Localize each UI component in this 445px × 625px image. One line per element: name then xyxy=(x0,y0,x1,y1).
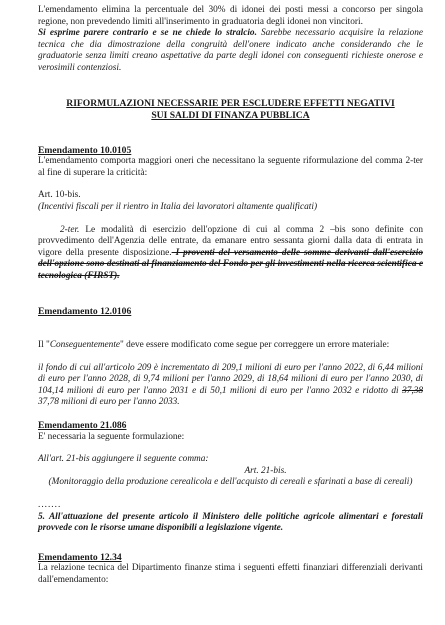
amendment-10-0105-comma xyxy=(38,225,423,283)
comma-label: 2-ter. xyxy=(60,224,80,235)
body-prefix: Il " xyxy=(38,340,50,351)
quote-text-a: il fondo di cui all'articolo 209 è incrementato di 209,1 milioni di euro per l'anno 2022, di 6,44 milioni di euro per l'anno 2028, di 9,74 milioni per l'anno 2029, di 18,64 milioni di euro per l'anno 2030, di 104,14 milioni di euro per l'anno 2031 e di 50,1 milioni di euro per l'anno 2032 e ridotto di xyxy=(38,362,423,396)
opinion-paragraph xyxy=(38,28,423,74)
amendment-21-086-body: E' necessaria la seguente formulazione: xyxy=(38,431,185,442)
amendment-21-086-article: Art. 21-bis. xyxy=(244,465,287,476)
amendment-10-0105-title: Emendamento 10.0105 xyxy=(38,144,132,156)
section-heading-line-2: SUI SALDI DI FINANZA PUBBLICA xyxy=(151,109,310,121)
opinion-text: Sarebbe necessario acquisire la relazione tecnica che dia dimostrazione della congruità dell'onere indicato anche considerando che le graduatorie senza limiti creano aspettative da parte degli idonei con conseguenti richieste onerose e verosimili contenziosi. xyxy=(38,28,423,73)
amendment-10-0105-body: L'emendamento comporta maggiori oneri che necessitano la seguente riformulazione del comma 2-ter al fine di superare la criticità: xyxy=(38,156,423,178)
amendment-12-0106-body xyxy=(38,340,423,352)
ellipsis-dots: ....... xyxy=(38,500,62,511)
amendment-21-086-comma: 5. All'attuazione del presente articolo il Ministero delle politiche agricole alimentari e forestali provvede con le risorse umane disponibili a legislazione vigente. xyxy=(38,511,423,534)
amendment-12-34-body: La relazione tecnica del Dipartimento finanze stima i seguenti effetti finanziari differenziali derivanti dall'emendamento: xyxy=(38,563,423,585)
quote-struck-value: 37,38 xyxy=(402,385,423,396)
amendment-10-0105-article: Art. 10-bis. xyxy=(38,190,81,201)
amendment-21-086-instruction: All'art. 21-bis aggiungere il seguente comma: xyxy=(38,454,209,465)
section-heading-line-1: RIFORMULAZIONI NECESSARIE PER ESCLUDERE EFFETTI NEGATIVI xyxy=(66,97,395,109)
amendment-21-086-title: Emendamento 21.086 xyxy=(38,420,127,432)
amendment-12-0106-title: Emendamento 12.0106 xyxy=(38,305,132,317)
amendment-12-34-title: Emendamento 12.34 xyxy=(38,551,122,563)
opinion-verdict: Si esprime parere contrario e se ne chiede lo stralcio. xyxy=(38,28,257,39)
body-keyword: Conseguentemente xyxy=(49,340,121,351)
body-suffix: " deve essere modificato come segue per correggere un errore materiale: xyxy=(120,340,390,351)
amendment-12-0106-quote xyxy=(38,363,423,409)
struck-text: I proventi del versamento delle somme derivanti dall'esercizio dell'opzione sono destinati al finanziamento del Fondo per gli investimenti nella ricerca scientifica e tecnologica (FIRST). xyxy=(38,247,423,281)
quote-text-b: 37,78 milioni di euro per l'anno 2033. xyxy=(38,397,180,408)
intro-paragraph: L'emendamento elimina la percentuale del 30% di idonei dei posti messi a concorso per singola regione, non prevedendo limiti all'inserimento in graduatoria degli idonei non vincitori. xyxy=(38,5,423,27)
amendment-10-0105-article-subtitle: (Incentivi fiscali per il rientro in Italia dei lavoratori altamente qualificati) xyxy=(38,201,318,212)
comma-text: Le modalità di esercizio dell'opzione di cui al comma 2 –bis sono definite con provvedimento dell'Agenzia delle entrate, da emanare entro sessanta giorni dalla data di entrata in vigore della presente disposizione. xyxy=(38,224,423,258)
amendment-21-086-article-subtitle: (Monitoraggio della produzione cerealicola e dell'acquisto di cereali e sfarinati a base di cereali) xyxy=(48,477,413,488)
